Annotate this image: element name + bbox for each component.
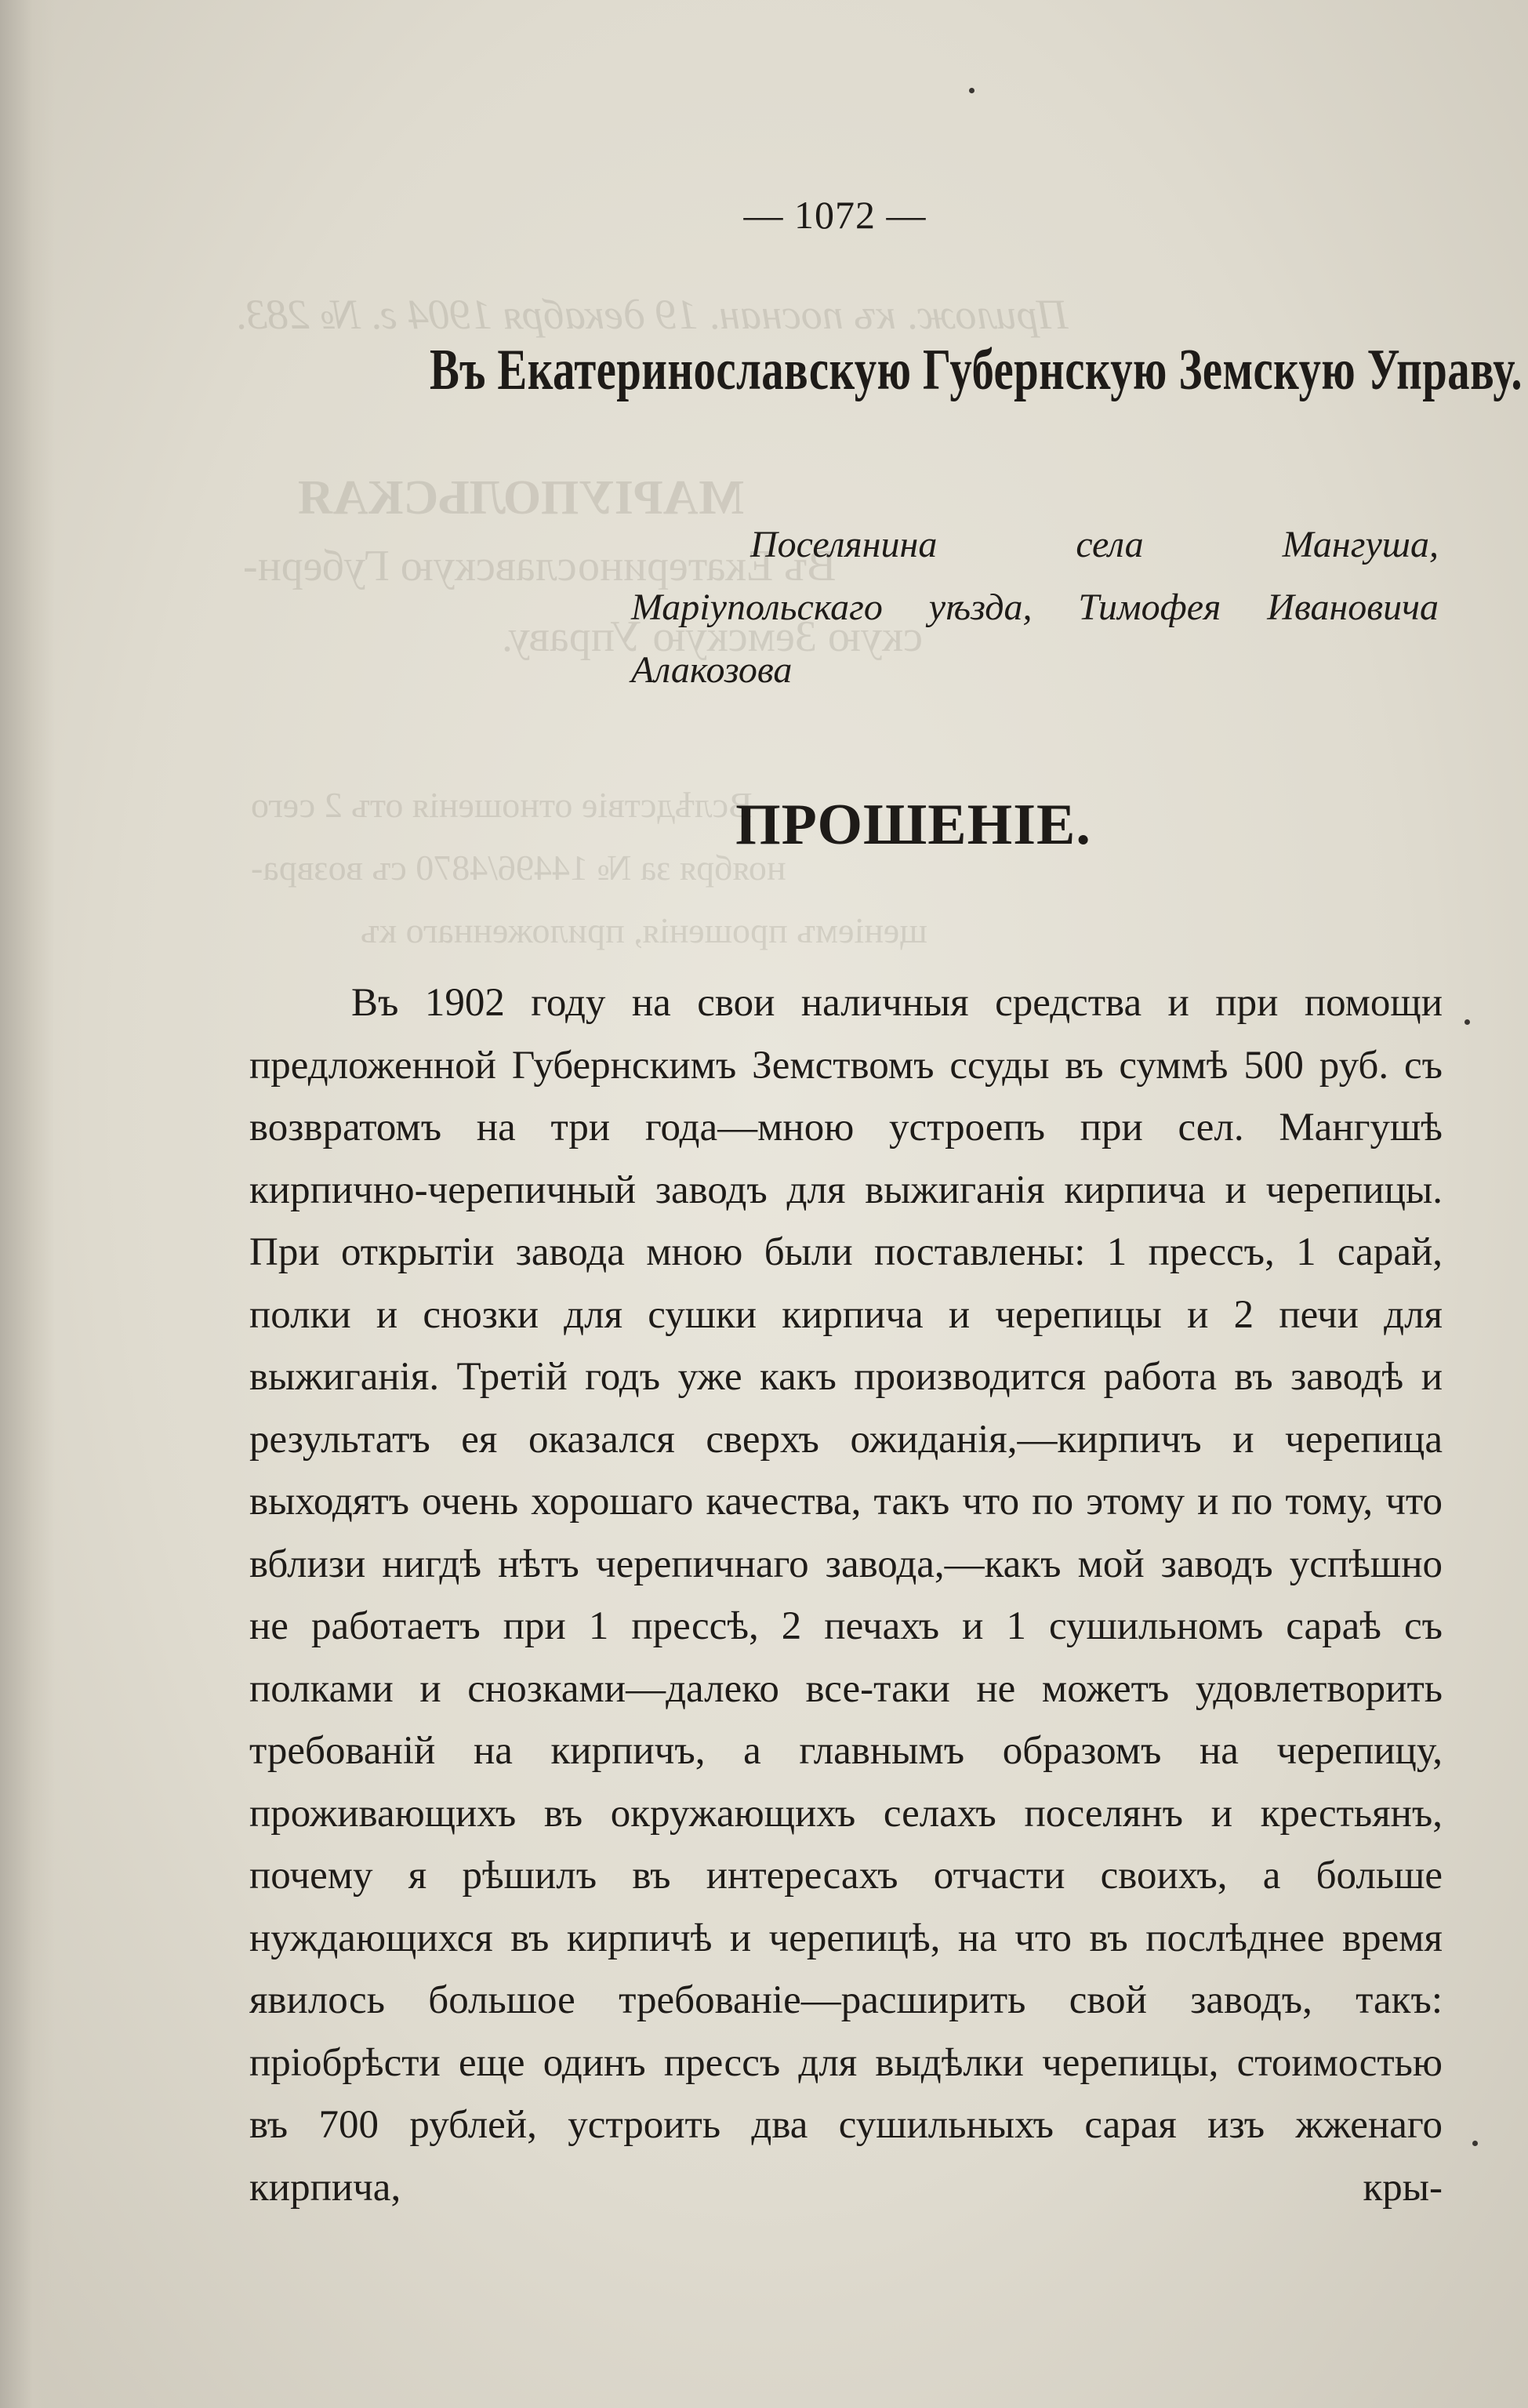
- bleed-through-line: скую Земскую Управу.: [502, 612, 924, 661]
- ink-speck: [1472, 2141, 1478, 2146]
- petitioner-line: [631, 514, 1439, 702]
- petition-body-text: Въ 1902 году на свои наличныя средства и при помощи предложенной Губернскимъ Земствомъ ссуды въ суммѣ 500 руб. съ возвратомъ на три года—мною устроепъ при сел. Мангушѣ кирпично-черепичный заводъ для выжиганія кирпича и черепицы. При открытіи завода мною были поставлены: 1 прессъ, 1 сарай, полки и снозки для сушки кирпича и черепицы и 2 печи для выжиганія. Третій годъ уже какъ производится работа въ заводѣ и результатъ ея оказался сверхъ ожиданія,—кирпичъ и черепица выходятъ очень хорошаго качества, такъ что по этому и по тому, что вблизи нигдѣ нѣтъ черепичнаго завода,—какъ мой заводъ успѣшно не работаетъ при 1 прессѣ, 2 печахъ и 1 сушильномъ сараѣ съ полками и снозками—далеко все-таки не можетъ удовлетворить требованій на кирпичъ, а главнымъ образомъ на черепицу, проживающихъ въ окружающихъ селахъ поселянъ и крестьянъ, почему я рѣшилъ въ интересахъ отчасти своихъ, а больше нуждающихся въ кирпичѣ и черепицѣ, на что въ послѣднее время явилось большое требованіе—расширить свой заводъ, такъ: пріобрѣсти еще одинъ прессъ для выдѣлки черепицы, стоимостью въ 700 рублей, устроить два сушильныхъ сарая изъ жженаго кирпича, кры-: [249, 981, 1443, 2210]
- petitioner-text: Поселянина села Мангуша, Маріупольскаго уѣзда, Тимофея Ивановича Алакозова: [631, 524, 1439, 691]
- ink-speck: [1464, 1019, 1470, 1025]
- bleed-through-line: ноября за № 14496/4870 съ возвра-: [251, 848, 786, 888]
- bleed-through-line: Вслѣдствіе отношенія отъ 2 сего: [251, 785, 753, 825]
- bleed-through-line: Прилож. къ поснан. 19 декабря 1904 г. № 283.: [235, 291, 1069, 338]
- ink-speck: [969, 88, 975, 93]
- bleed-through-line: Въ Екатеринославскую Губерн-: [243, 542, 837, 590]
- page-number: — 1072 —: [743, 193, 927, 237]
- addressee-heading: Въ Екатеринославскую Губернскую Земскую Управу.: [430, 338, 1523, 402]
- bleed-through-line: щеніемъ прошенія, приложеннаго къ: [361, 910, 927, 950]
- page-gutter-shadow: [0, 0, 55, 2408]
- document-title: ПРОШЕНІЕ.: [735, 793, 1091, 857]
- bleed-through-line: МАРІУПОЛЬСКАЯ: [298, 471, 745, 525]
